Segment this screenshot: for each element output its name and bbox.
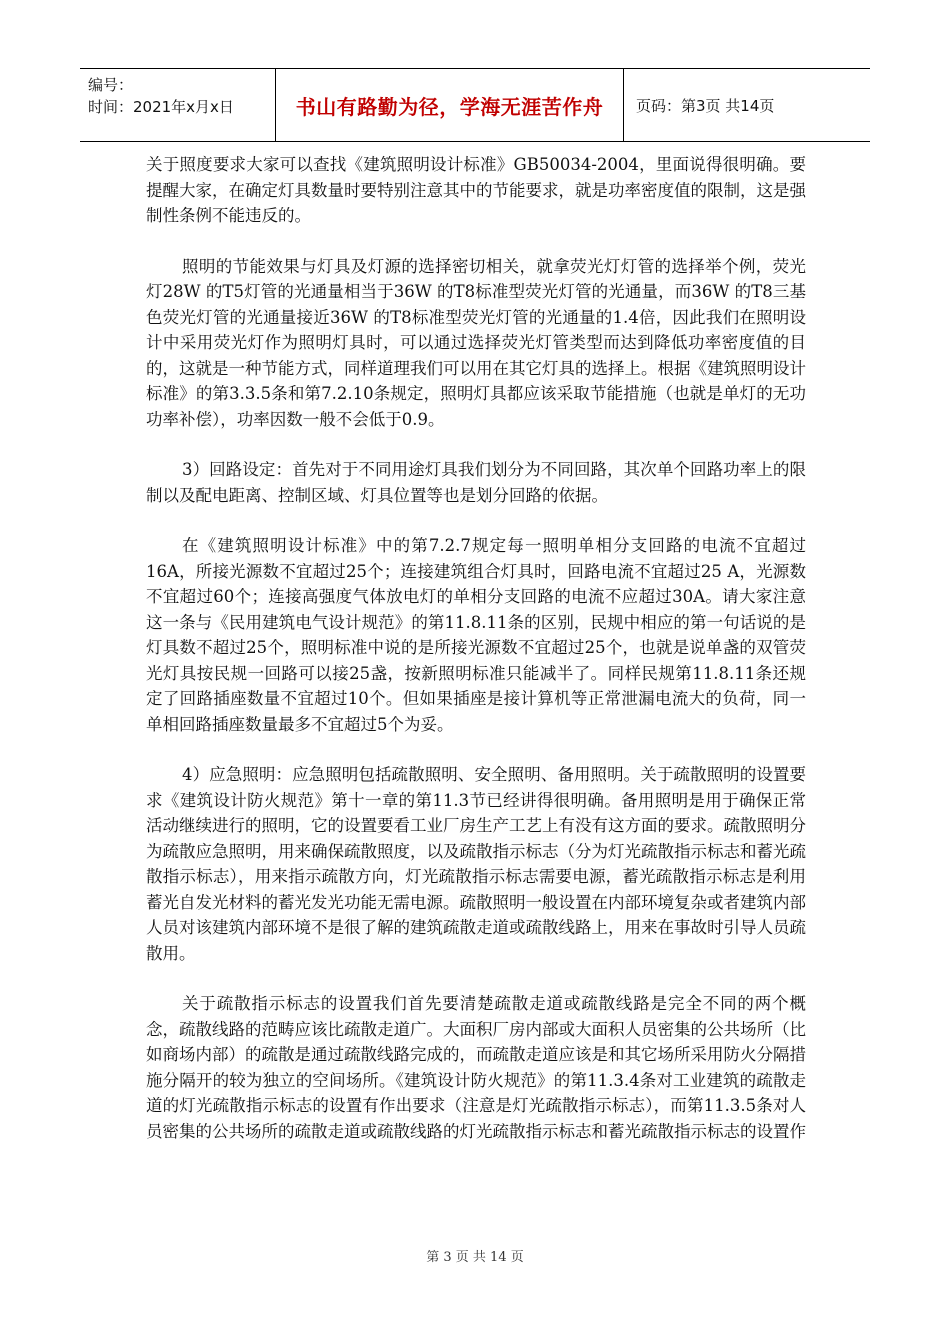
document-body bbox=[146, 152, 806, 1144]
header-motto: 书山有路勤为径，学海无涯苦作舟 bbox=[276, 69, 624, 141]
body-paragraph: 照明的节能效果与灯具及灯源的选择密切相关，就拿荧光灯灯管的选择举个例，荧光灯28W 的T5灯管的光通量相当于36W 的T8标准型荧光灯管的光通量，而36W 的T8三基色荧光灯管的光通量接近36W 的T8标准型荧光灯管的光通量的1.4倍，因此我们在照明设计中采用荧光灯作为照明灯具时，可以通过选择荧光灯管类型而达到降低功率密度值的目的，这就是一种节能方式，同样道理我们可以用在其它灯具的选择上。根据《建筑照明设计标准》的第3.3.5条和第7.2.10条规定，照明灯具都应该采取节能措施（也就是单灯的无功功率补偿），功率因数一般不会低于0.9。 bbox=[146, 256, 806, 429]
header-meta bbox=[80, 69, 276, 141]
document-number-label: 编号： bbox=[88, 76, 134, 94]
document-date-label: 时间：2021年x月x日 bbox=[88, 98, 234, 116]
body-paragraph: 4）应急照明：应急照明包括疏散照明、安全照明、备用照明。关于疏散照明的设置要求《建筑设计防火规范》第十一章的第11.3节已经讲得很明确。备用照明是用于确保正常活动继续进行的照明，它的设置要看工业厂房生产工艺上有没有这方面的要求。疏散照明分为疏散应急照明，用来确保疏散照度，以及疏散指示标志（分为灯光疏散指示标志和蓄光疏散指示标志），用来指示疏散方向，灯光疏散指示标志需要电源，蓄光疏散指示标志是利用蓄光自发光材料的蓄光发光功能无需电源。疏散照明一般设置在内部环境复杂或者建筑内部人员对该建筑内部环境不是很了解的建筑疏散走道或疏散线路上，用来在事故时引导人员疏散用。 bbox=[146, 765, 806, 963]
page-footer: 第 3 页 共 14 页 bbox=[426, 1250, 524, 1265]
page-header bbox=[80, 68, 870, 142]
header-page-number: 页码：第3页 共14页 bbox=[636, 96, 775, 115]
body-paragraph: 关于照度要求大家可以查找《建筑照明设计标准》GB50034-2004，里面说得很明确。要提醒大家，在确定灯具数量时要特别注意其中的节能要求，就是功率密度值的限制，这是强制性条例不能违反的。 bbox=[146, 155, 806, 225]
body-paragraph: 3）回路设定：首先对于不同用途灯具我们划分为不同回路，其次单个回路功率上的限制以及配电距离、控制区域、灯具位置等也是划分回路的依据。 bbox=[146, 460, 806, 505]
body-paragraph: 在《建筑照明设计标准》中的第7.2.7规定每一照明单相分支回路的电流不宜超过16A，所接光源数不宜超过25个；连接建筑组合灯具时，回路电流不宜超过25 A，光源数不宜超过60个；连接高强度气体放电灯的单相分支回路的电流不应超过30A。请大家注意这一条与《民用建筑电气设计规范》的第11.8.11条的区别，民规中相应的第一句话说的是灯具数不超过25个，照明标准中说的是所接光源数不宜超过25个，也就是说单盏的双管荧光灯具按民规一回路可以接25盏，按新照明标准只能减半了。同样民规第11.8.11条还规定了回路插座数量不宜超过10个。但如果插座是接计算机等正常泄漏电流大的负荷，同一单相回路插座数量最多不宜超过5个为妥。 bbox=[146, 536, 806, 734]
body-paragraph: 关于疏散指示标志的设置我们首先要清楚疏散走道或疏散线路是完全不同的两个概念，疏散线路的范畴应该比疏散走道广。大面积厂房内部或大面积人员密集的公共场所（比如商场内部）的疏散是通过疏散线路完成的，而疏散走道应该是和其它场所采用防火分隔措施分隔开的较为独立的空间场所。《建筑设计防火规范》的第11.3.4条对工业建筑的疏散走道的灯光疏散指示标志的设置有作出要求（注意是灯光疏散指示标志），而第11.3.5条对人员密集的公共场所的疏散走道或疏散线路的灯光疏散指示标志和蓄光疏散指示标志的设置作 bbox=[146, 994, 806, 1141]
